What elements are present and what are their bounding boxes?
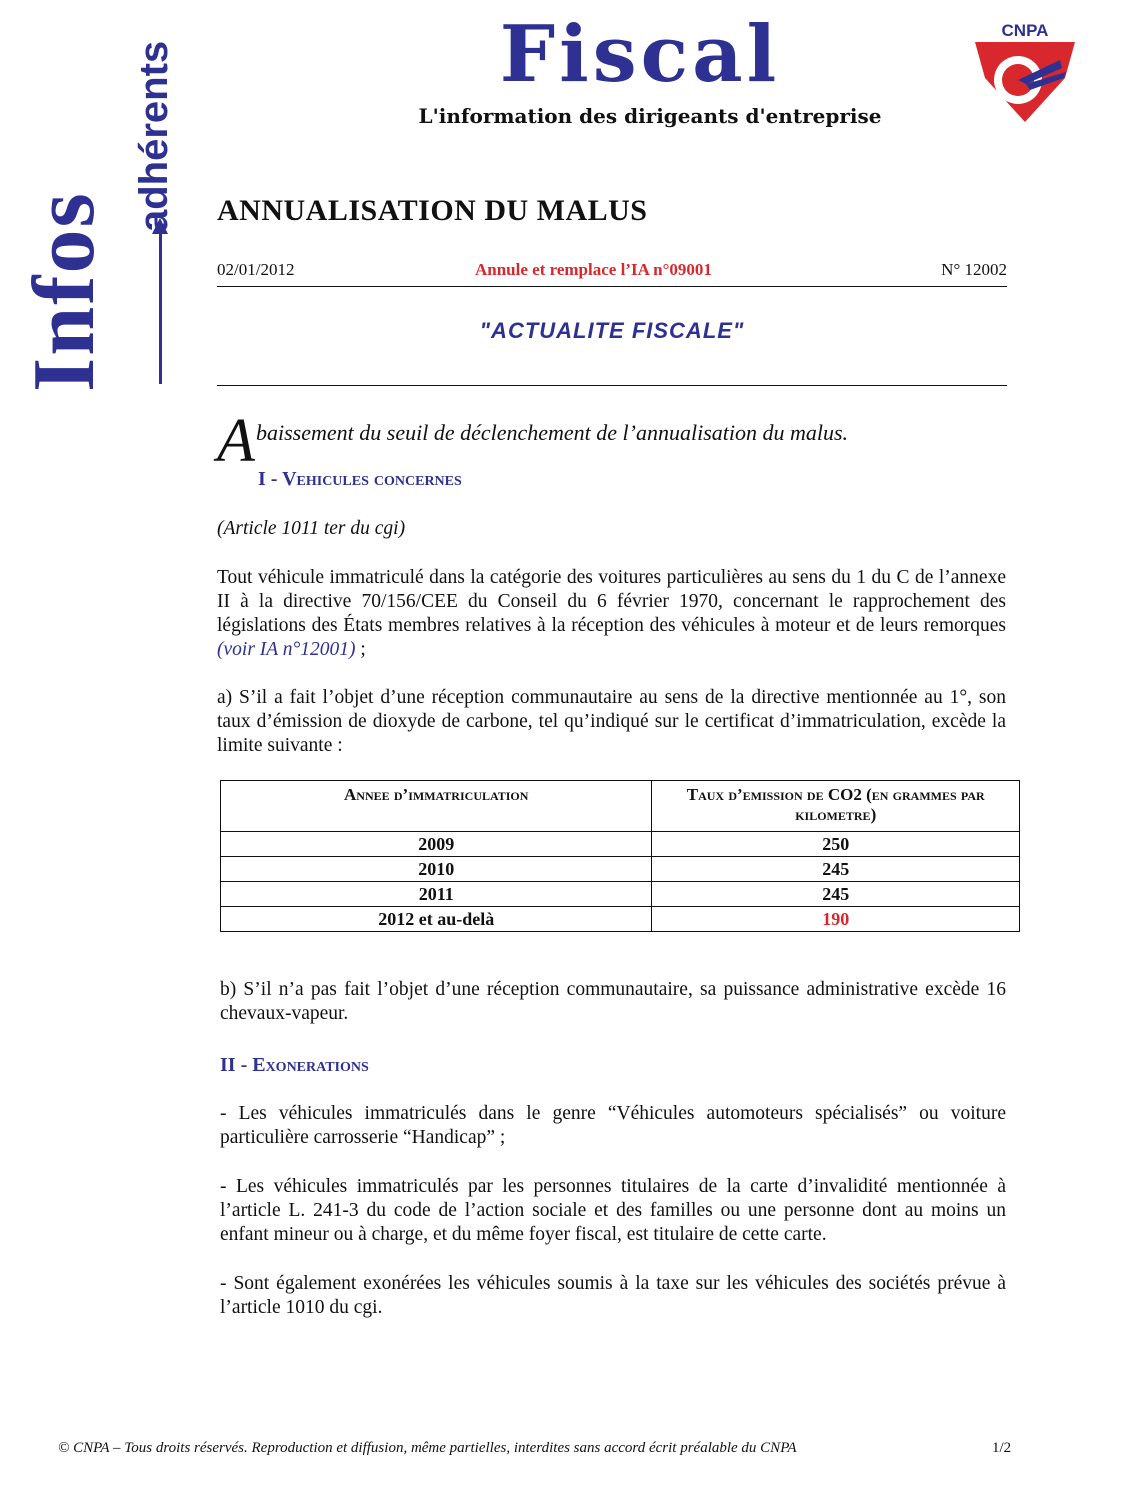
drop-cap: A (217, 407, 255, 475)
table-cell-year: 2012 et au-delà (221, 907, 652, 932)
article-reference: (Article 1011 ter du cgi) (217, 518, 406, 539)
document-title: ANNUALISATION DU MALUS (217, 194, 648, 227)
page-number: 1/2 (992, 1440, 1012, 1456)
logo-text: CNPA (1001, 21, 1049, 40)
section-banner: "ACTUALITE FISCALE" (479, 318, 745, 343)
lead-text: baissement du seuil de déclenchement de l’annualisation du malus. (256, 420, 849, 445)
table-cell-year: 2011 (221, 882, 652, 907)
arrow-up-icon (152, 218, 168, 234)
document-date: 02/01/2012 (217, 260, 295, 279)
paragraph-vehicule (217, 566, 1006, 662)
paragraph-vehicule-end: ; (355, 639, 366, 660)
divider (217, 385, 1007, 386)
table-row (221, 857, 1020, 882)
table-cell-year: 2010 (221, 857, 652, 882)
table-row (221, 832, 1020, 857)
sidebar-infos-title: Infos (16, 191, 113, 392)
masthead-title: Fiscal (499, 9, 781, 100)
section-heading-vehicules: I - Vehicules concernes (258, 468, 462, 490)
table-cell-value: 250 (652, 832, 1020, 857)
table-cell-value: 190 (652, 907, 1020, 932)
table-header-year: Annee d’immatriculation (221, 781, 652, 832)
cnpa-logo (970, 20, 1080, 125)
section-heading-exonerations: II - Exonerations (220, 1054, 369, 1076)
masthead-tagline: L'information des dirigeants d'entreprise (418, 104, 882, 128)
sidebar-arrow-line (159, 232, 162, 384)
footer-copyright: © CNPA – Tous droits réservés. Reproduction et diffusion, même partielles, interdites sans accord écrit préalable du CNPA (58, 1440, 797, 1456)
table-cell-year: 2009 (221, 832, 652, 857)
table-header-row (221, 781, 1020, 832)
paragraph-vehicule-text: Tout véhicule immatriculé dans la catégorie des voitures particulières au sens du 1 du C de l’annexe II à la directive 70/156/CEE du Conseil du 6 février 1970, concernant le rapprochement des législations des États membres relatives à la réception des véhicules à moteur et de leurs remorques (217, 567, 1006, 636)
document-meta-row (217, 260, 1007, 287)
paragraph-no-reception: b) S’il n’a pas fait l’objet d’une réception communautaire, sa puissance administrative excède 16 chevaux-vapeur. (220, 979, 1006, 1024)
document-replaces: Annule et remplace l’IA n°09001 (475, 260, 712, 279)
table-row (221, 882, 1020, 907)
paragraph-reception: a) S’il a fait l’objet d’une réception communautaire au sens de la directive mentionnée au 1°, son taux d’émission de dioxyde de carbone, tel qu’indiqué sur le certificat d’immatriculation, excède la limite suivante : (217, 687, 1006, 756)
paragraph-exoneration-2: - Les véhicules immatriculés par les personnes titulaires de la carte d’invalidité mentionnée à l’article L. 241-3 du code de l’action sociale et des familles ou une personne dont au moins un enfant mineur ou à charge, et du même foyer fiscal, est titulaire de cette carte. (220, 1176, 1006, 1245)
ia-reference-link[interactable]: (voir IA n°12001) (217, 639, 356, 660)
table-header-rate: Taux d’emission de CO2 (en grammes par kilometre) (652, 781, 1020, 832)
table-row (221, 907, 1020, 932)
table-cell-value: 245 (652, 882, 1020, 907)
sidebar-adherents-title: adhérents (132, 40, 176, 232)
emission-table (220, 780, 1020, 932)
document-number: N° 12002 (941, 260, 1007, 279)
table-cell-value: 245 (652, 857, 1020, 882)
paragraph-exoneration-1: - Les véhicules immatriculés dans le genre “Véhicules automoteurs spécialisés” ou voiture particulière carrosserie “Handicap” ; (220, 1103, 1006, 1148)
paragraph-exoneration-3: - Sont également exonérées les véhicules soumis à la taxe sur les véhicules des sociétés prévue à l’article 1010 du cgi. (220, 1273, 1006, 1318)
